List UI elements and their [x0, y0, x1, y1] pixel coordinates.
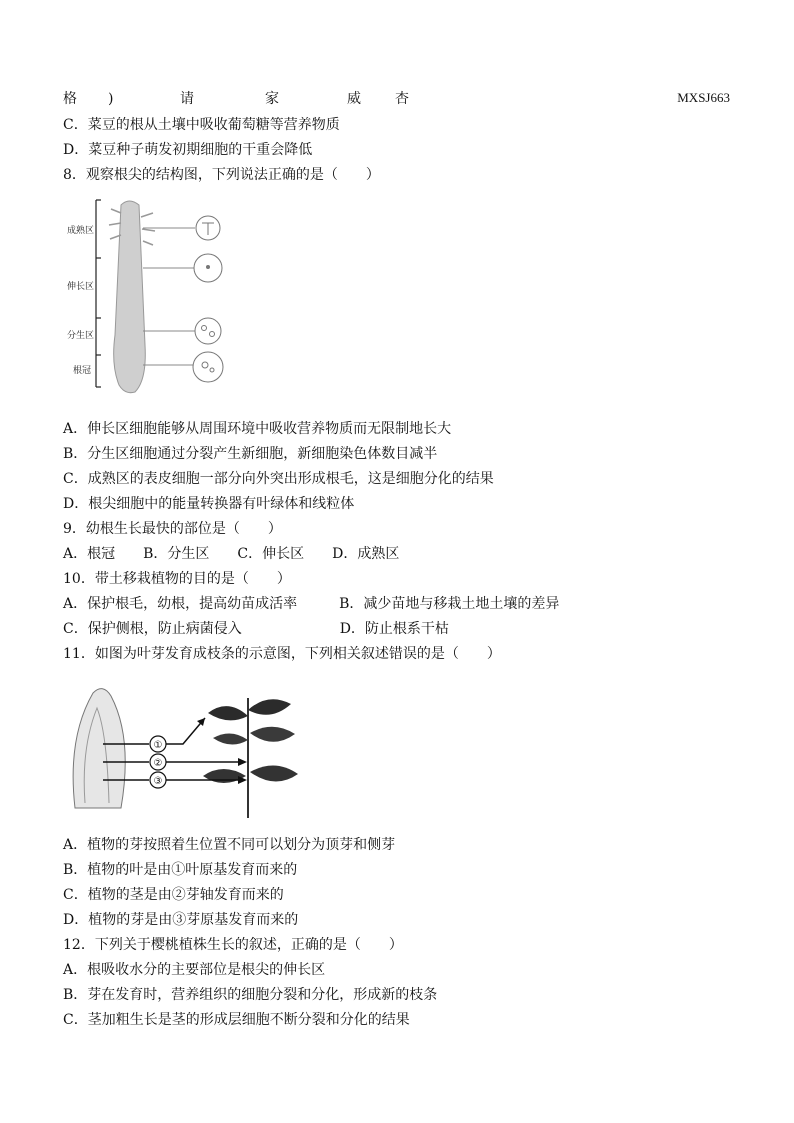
question-line: 8．观察根尖的结构图，下列说法正确的是（ ）	[63, 167, 380, 183]
zone-label-meristem: 分生区	[67, 331, 95, 341]
header-fragment: 请	[180, 91, 194, 107]
option-line: C．菜豆的根从土壤中吸收葡萄糖等营养物质	[63, 117, 340, 133]
document-code: MXSJ663	[677, 90, 730, 105]
question-line: 12．下列关于樱桃植株生长的叙述，正确的是（ ）	[63, 937, 403, 953]
header-fragment: 杏	[395, 91, 409, 107]
option-line: C．茎加粗生长是茎的形成层细胞不断分裂和分化的结果	[63, 1012, 410, 1028]
zone-label-elongation: 伸长区	[67, 282, 95, 292]
bud-development-figure	[63, 678, 303, 820]
option-line: D．植物的芽是由③芽原基发育而来的	[63, 912, 299, 928]
option-line: A．保护根毛，幼根，提高幼苗成活率 B．减少苗地与移栽土地土壤的差异	[63, 596, 560, 612]
option-line: A．根吸收水分的主要部位是根尖的伸长区	[63, 962, 326, 978]
option-line: D．菜豆种子萌发初期细胞的干重会降低	[63, 142, 313, 158]
header-fragment: 家	[265, 91, 279, 107]
marker-2: ②	[153, 758, 163, 769]
option-line: B．分生区细胞通过分裂产生新细胞，新细胞染色体数目减半	[63, 446, 438, 462]
header-fragment: 威	[347, 91, 361, 107]
option-line: A．根冠 B．分生区 C．伸长区 D．成熟区	[63, 546, 400, 562]
option-line: C．成熟区的表皮细胞一部分向外突出形成根毛，这是细胞分化的结果	[63, 471, 494, 487]
marker-3: ③	[153, 776, 163, 787]
option-line: B．芽在发育时，营养组织的细胞分裂和分化，形成新的枝条	[63, 987, 438, 1003]
root-tip-figure	[63, 195, 243, 395]
marker-1: ①	[153, 740, 163, 751]
header-fragment: )	[108, 91, 114, 107]
question-line: 9．幼根生长最快的部位是（ ）	[63, 521, 282, 537]
zone-label-maturation: 成熟区	[67, 226, 95, 236]
question-line: 11．如图为叶芽发育成枝条的示意图，下列相关叙述错误的是（ ）	[63, 646, 501, 662]
zone-label-rootcap: 根冠	[73, 366, 92, 376]
option-line: C．保护侧根，防止病菌侵入 D．防止根系干枯	[63, 621, 449, 637]
option-line: A．植物的芽按照着生位置不同可以划分为顶芽和侧芽	[63, 837, 396, 853]
question-line: 10．带土移栽植物的目的是（ ）	[63, 571, 291, 587]
option-line: C．植物的茎是由②芽轴发育而来的	[63, 887, 284, 903]
option-line: B．植物的叶是由①叶原基发育而来的	[63, 862, 298, 878]
option-line: D．根尖细胞中的能量转换器有叶绿体和线粒体	[63, 496, 355, 512]
header-fragment: 格	[63, 91, 77, 107]
option-line: A．伸长区细胞能够从周围环境中吸收营养物质而无限制地长大	[63, 421, 452, 437]
